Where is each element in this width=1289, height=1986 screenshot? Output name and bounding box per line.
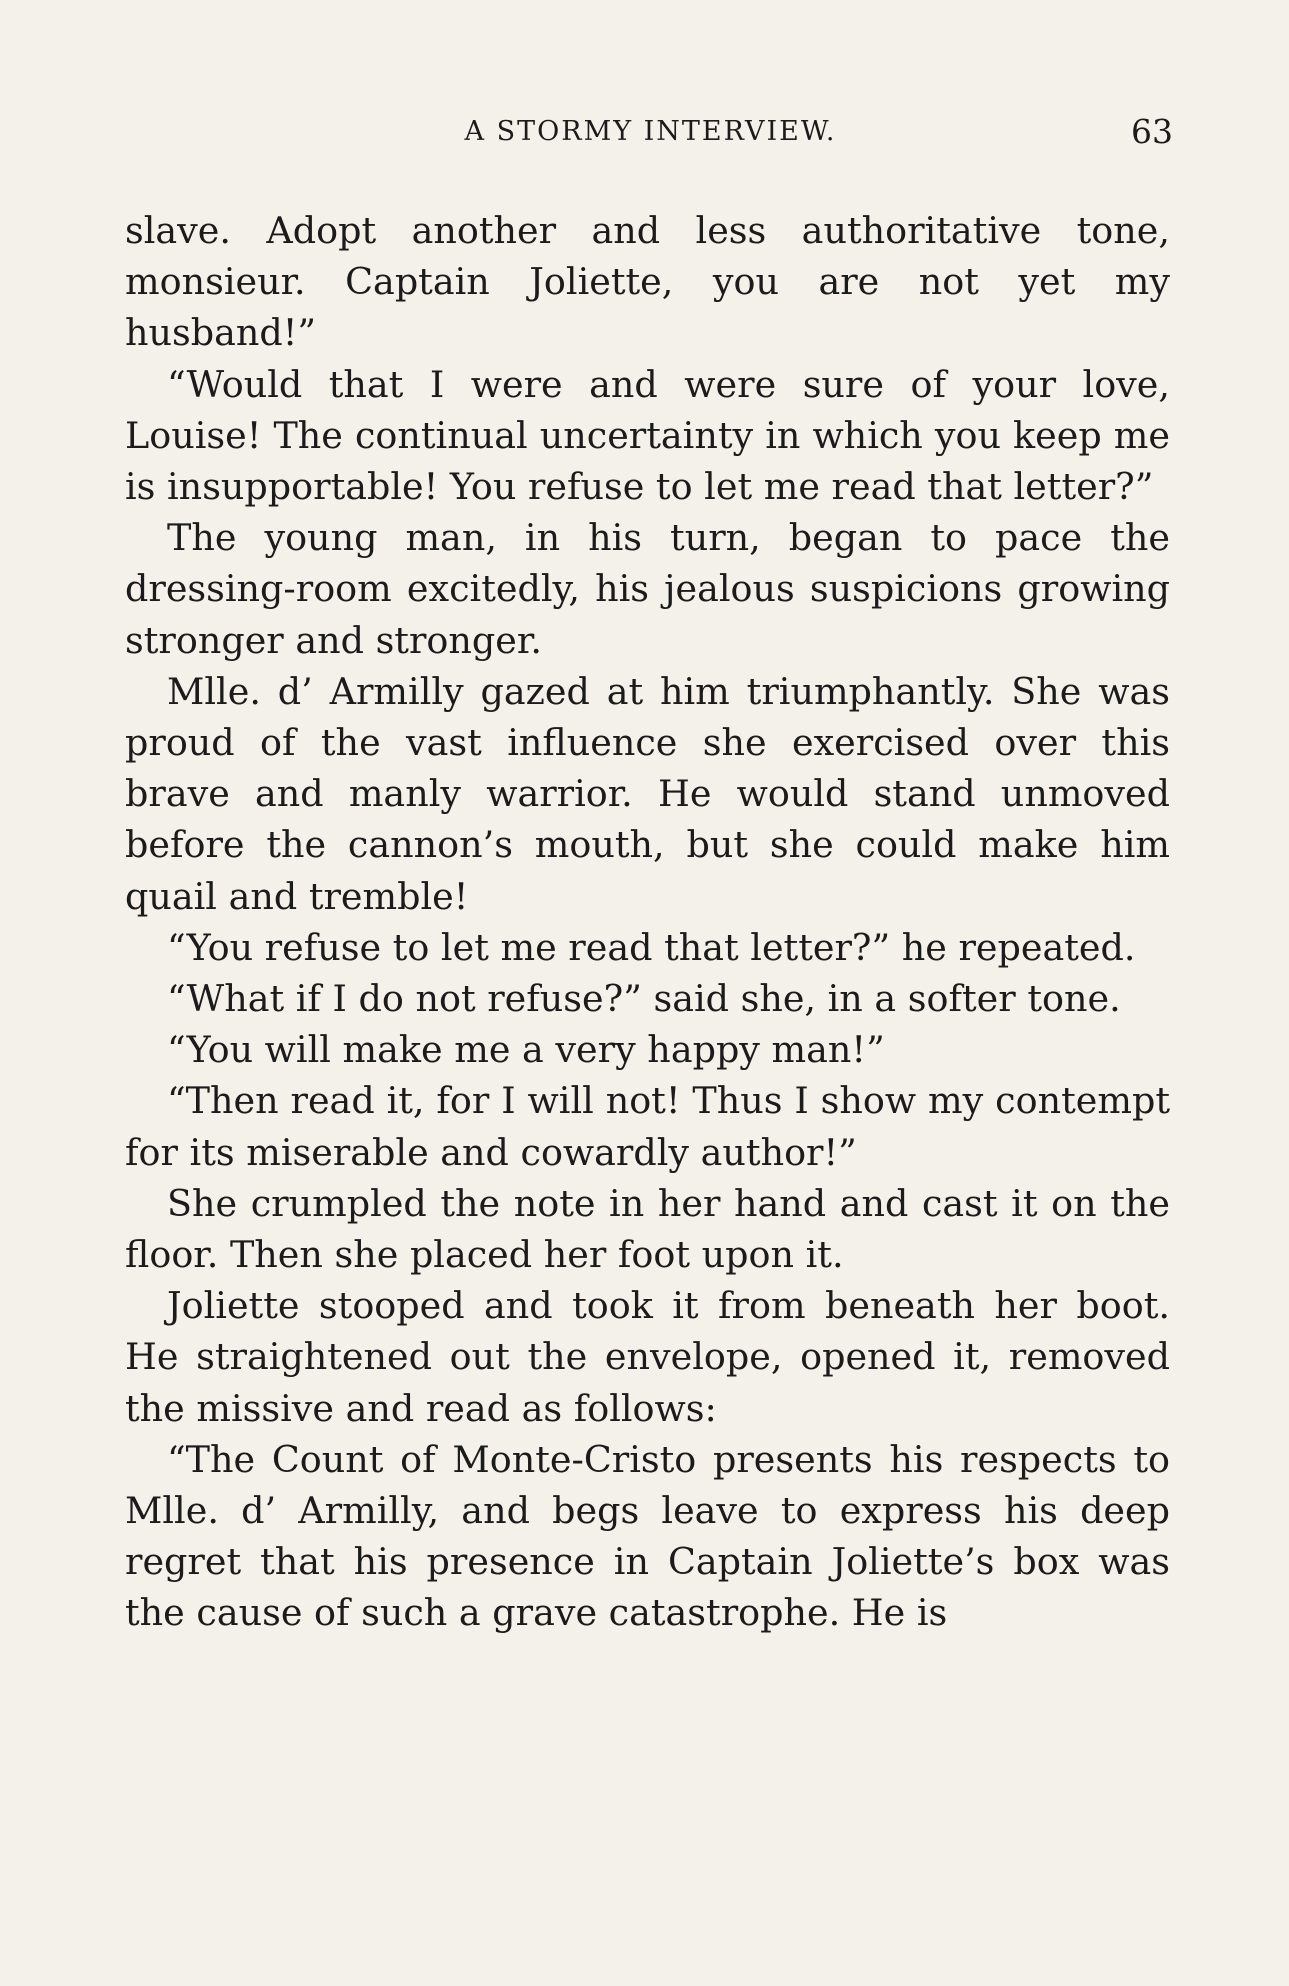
paragraph: “Then read it, for I will not! Thus I show my contempt for its miserable and cowardly author!” — [125, 1079, 1170, 1174]
paragraph: “You refuse to let me read that letter?” he repeated. — [167, 925, 1136, 969]
paragraph: “The Count of Monte-Cristo presents his respects to Mlle. d’ Armilly, and begs leave to express his deep regret that his presence in Captain Joliette’s box was the cause of such a grave catastrophe. He is — [125, 1437, 1170, 1635]
running-header — [128, 112, 1173, 162]
paragraph: Joliette stooped and took it from beneath her boot. He straightened out the envelope, opened it, removed the missive and read as follows: — [125, 1284, 1170, 1430]
paragraph: Mlle. d’ Armilly gazed at him triumphantly. She was proud of the vast influence she exercised over this brave and manly warrior. He would stand unmoved before the cannon’s mouth, but she could make him quail and tremble! — [125, 669, 1170, 918]
paragraph: slave. Adopt another and less authoritative tone, monsieur. Captain Joliette, you are not yet my husband!” — [125, 209, 1170, 355]
page-number: 63 — [1131, 112, 1173, 151]
paragraph: “Would that I were and were sure of your love, Louise! The continual uncertainty in which you keep me is insupportable! You refuse to let me read that letter?” — [125, 362, 1170, 509]
paragraph: “What if I do not refuse?” said she, in a softer tone. — [167, 977, 1121, 1021]
running-title: A STORMY INTERVIEW. — [464, 116, 837, 147]
paragraph: The young man, in his turn, began to pace the dressing-room excitedly, his jealous suspicions growing stronger and stronger. — [125, 516, 1170, 662]
body-text — [125, 205, 1170, 1639]
paragraph: She crumpled the note in her hand and cast it on the floor. Then she placed her foot upon it. — [125, 1181, 1170, 1277]
paragraph: “You will make me a very happy man!” — [167, 1028, 885, 1072]
